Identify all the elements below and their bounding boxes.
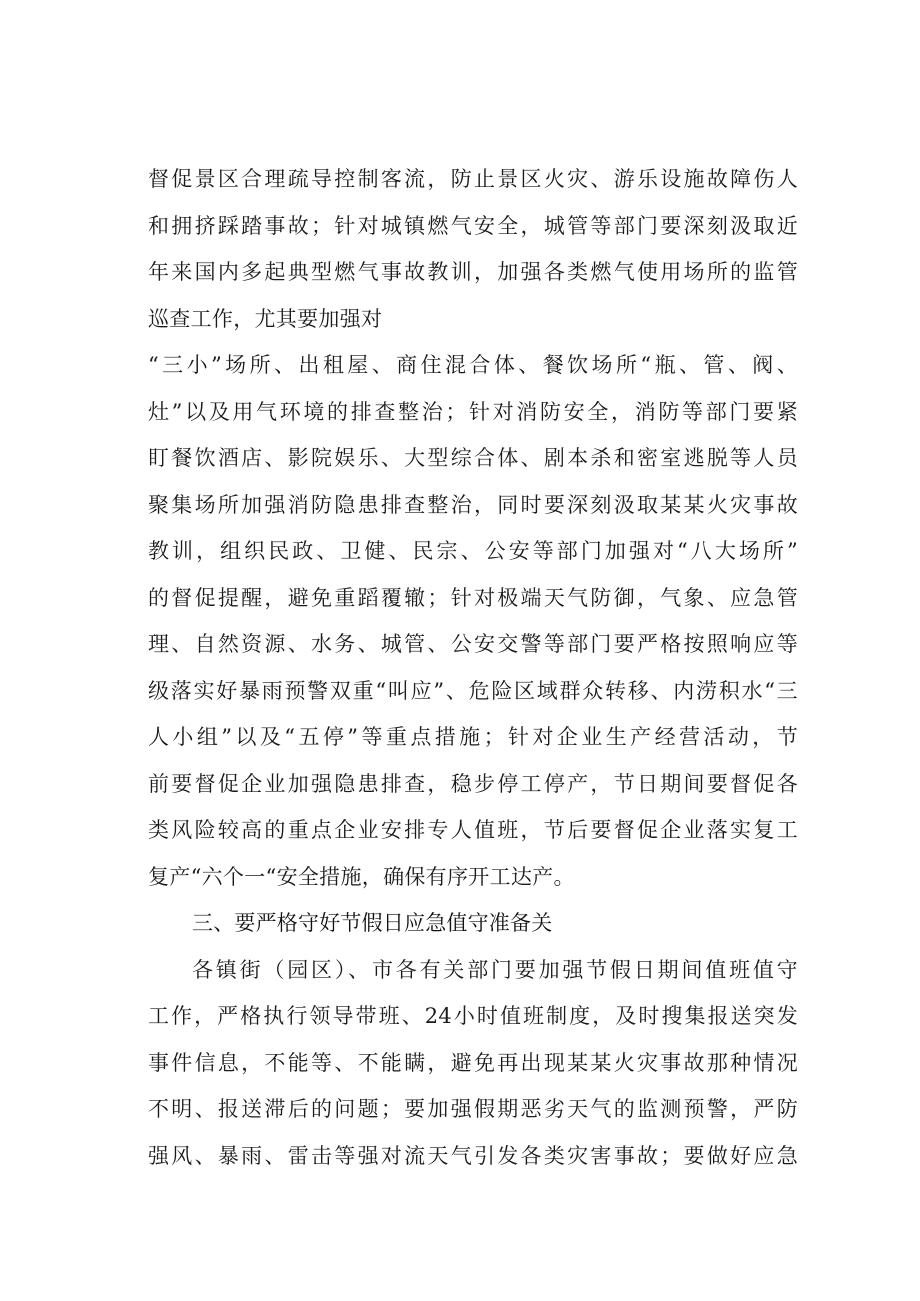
paragraph-line: 类风险较高的重点企业安排专人值班，节后要督促企业落实复工 [148,818,798,842]
paragraph-line: 人小组”以及“五停”等重点措施；针对企业生产经营活动，节 [148,725,798,749]
paragraph-line: 级落实好暴雨预警双重“叫应”、危险区域群众转移、内涝积水“三 [148,678,798,703]
paragraph-line: 事件信息，不能等、不能瞒，避免再出现某某火灾事故那种情况 [148,1050,798,1075]
paragraph-line: 的督促提醒，避免重蹈覆辙；针对极端天气防御，气象、应急管 [148,585,798,610]
paragraph-line: 和拥挤踩踏事故；针对城镇燃气安全，城管等部门要深刻汲取近 [148,213,798,238]
document-body [148,156,798,1179]
paragraph-line: 督促景区合理疏导控制客流，防止景区火灾、游乐设施故障伤人 [148,167,798,191]
paragraph-line: “三小”场所、出租屋、商住混合体、餐饮场所“瓶、管、阀、 [148,353,798,377]
paragraph-line: 聚集场所加强消防隐患排查整治，同时要深刻汲取某某火灾事故 [148,492,798,517]
paragraph-line: 理、自然资源、水务、城管、公安交警等部门要严格按照响应等 [148,632,798,656]
section-heading: 三、要严格守好节假日应急值守准备关 [192,911,553,935]
paragraph-line: 复产“六个一“安全措施，确保有序开工达产。 [148,864,575,889]
paragraph-line: 工作，严格执行领导带班、24小时值班制度，及时搜集报送突发 [148,1004,798,1028]
paragraph-line: 各镇街（园区）、市各有关部门要加强节假日期间值班值守 [192,957,798,982]
paragraph-line: 巡查工作，尤其要加强对 [148,306,383,331]
paragraph-line: 年来国内多起典型燃气事故教训，加强各类燃气使用场所的监管 [148,260,798,284]
paragraph-line: 教训，组织民政、卫健、民宗、公安等部门加强对“八大场所” [148,539,798,563]
paragraph-line: 前要督促企业加强隐患排查，稳步停工停产，节日期间要督促各 [148,771,798,796]
paragraph-line: 强风、暴雨、雷击等强对流天气引发各类灾害事故；要做好应急 [148,1143,798,1168]
paragraph-line: 灶”以及用气环境的排查整治；针对消防安全，消防等部门要紧 [148,399,798,424]
paragraph-line: 盯餐饮酒店、影院娱乐、大型综合体、剧本杀和密室逃脱等人员 [148,446,798,470]
paragraph-line: 不明、报送滞后的问题；要加强假期恶劣天气的监测预警，严防 [148,1097,798,1121]
